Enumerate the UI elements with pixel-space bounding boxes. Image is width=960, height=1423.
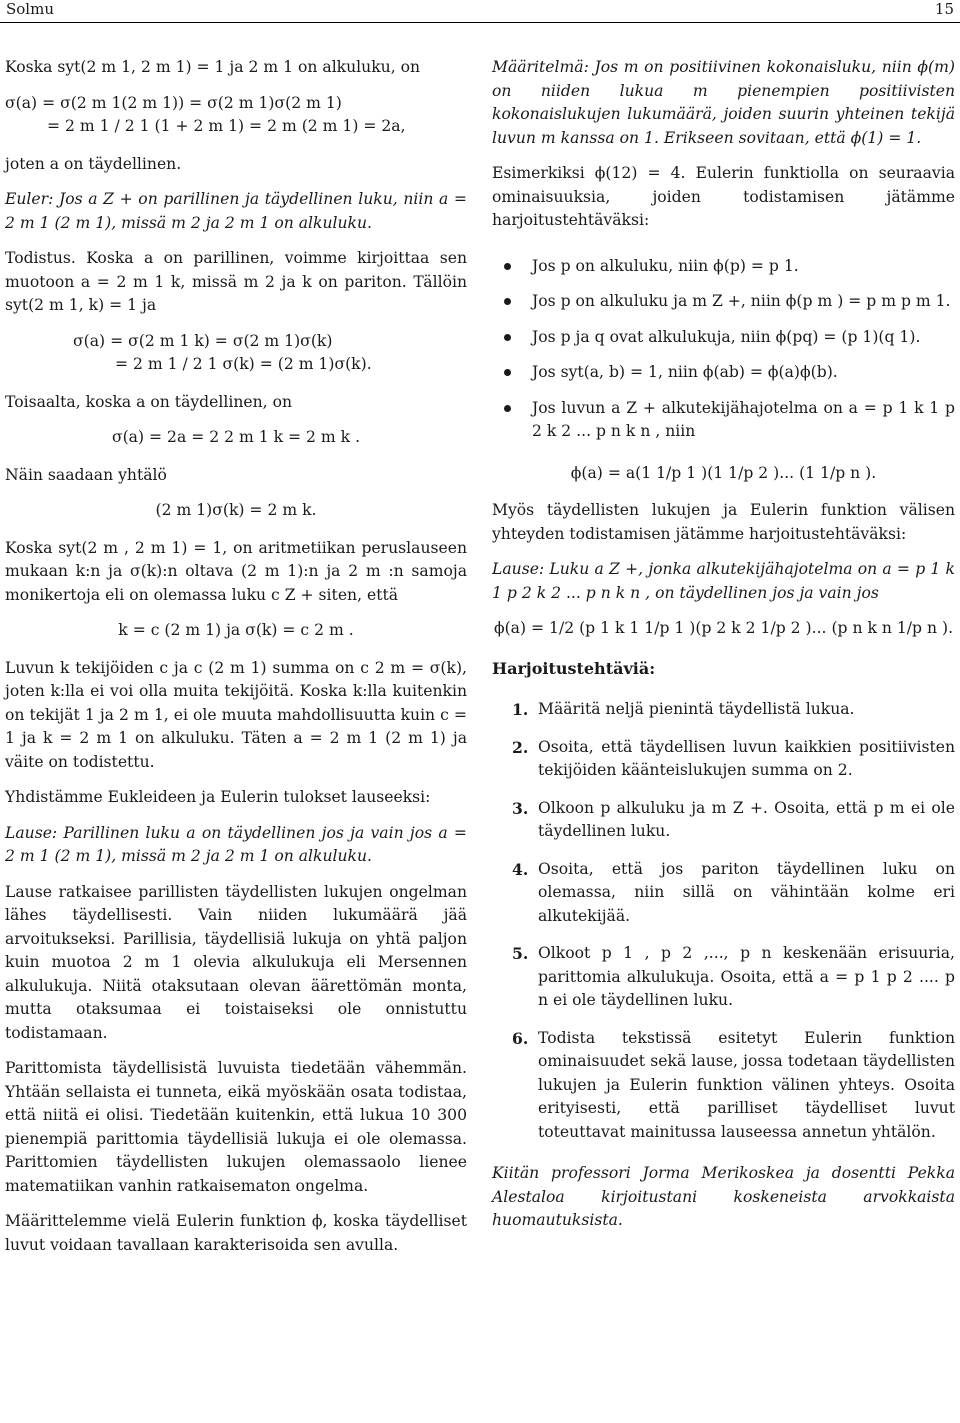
paragraph-equation: Näin saadaan yhtälö (5, 465, 167, 484)
journal-name: Solmu (6, 0, 54, 18)
property-list (492, 255, 955, 444)
exercise-number: 6. (512, 1028, 529, 1048)
exercise-text: Määritä neljä pienintä täydellistä lukua. (538, 700, 855, 718)
property-text: Jos luvun a Z + alkutekijähajotelma on a = p 1 k 1 p 2 k 2 ... p n k n , niin (532, 398, 955, 440)
paragraph-divisors: Luvun k tekijöiden c ja c (2 m 1) summa on c 2 m = σ(k), joten k:lla ei voi olla muita tekijöitä. Koska k:lla kuitenkin on tekijät 1 ja 2 m 1, ei ole muuta mahdollisuutta kuin c = 1 ja k = 2 m 1 on alkuluku. Täten a = 2 m 1 (2 m 1) ja väite on todistettu. (5, 658, 467, 771)
equation-phi-perfect: ϕ(a) = 1/2 (p 1 k 1 1/p 1 )(p 2 k 2 1/p 2 )... (p n k n 1/p n ). (493, 619, 954, 637)
equation-line: = 2 m 1 / 2 1 σ(k) = (2 m 1)σ(k). (115, 355, 372, 373)
list-item (492, 361, 955, 385)
list-item (492, 290, 955, 314)
equation-phi-product: ϕ(a) = a(1 1/p 1 )(1 1/p 2 )... (1 1/p n ). (570, 463, 877, 482)
left-column (5, 56, 467, 1269)
exercise-number: 4. (512, 859, 529, 879)
proof-intro: Todistus. Koska a on parillinen, voimme kirjoittaa sen muotoon a = 2 m 1 k, missä m 2 ja k on pariton. Tällöin syt(2 m 1, k) = 1 ja (5, 249, 467, 314)
exercise-text: Osoita, että jos pariton täydellinen luku on olemassa, niin sillä on vähintään kolme eri alkutekijää. (538, 859, 955, 925)
list-item (492, 397, 955, 444)
bullet-icon (504, 405, 511, 412)
exercise-text: Olkoon p alkuluku ja m Z +. Osoita, että p m ei ole täydellinen luku. (538, 798, 955, 840)
exercise-item (492, 858, 955, 929)
definition-phi: Määritelmä: Jos m on positiivinen kokonaisluku, niin ϕ(m) on niiden lukua m pienempien positiivisten kokonaislukujen lukumäärä, joiden suurin yhteinen tekijä luvun m kanssa on 1. Erikseen sovitaan, että ϕ(1) = 1. (492, 58, 955, 147)
paragraph-mersenne: Lause ratkaisee parillisten täydellisten lukujen ongelman lähes täydellisesti. Vain niiden lukumäärä jää arvoitukseksi. Parillisia, täydellisiä lukuja on yhtä paljon kuin muotoa 2 m 1 olevia alkulukuja eli Mersennen alkulukuja. Niitä otaksutaan olevan äärettömän monta, mutta otaksumaa ei toistaiseksi ole onnistuttu todistamaan. (5, 882, 467, 1042)
bullet-icon (504, 334, 511, 341)
equation-line: = 2 m 1 / 2 1 (1 + 2 m 1) = 2 m (2 m 1) = 2a, (47, 117, 406, 135)
exercise-item (492, 736, 955, 783)
exercise-item (492, 797, 955, 844)
property-text: Jos p on alkuluku ja m Z +, niin ϕ(p m ) = p m p m 1. (532, 292, 951, 310)
equation-key: (2 m 1)σ(k) = 2 m k. (155, 501, 317, 519)
property-text: Jos p on alkuluku, niin ϕ(p) = p 1. (532, 256, 799, 275)
page-header (0, 0, 960, 22)
paragraph-conclusion: joten a on täydellinen. (5, 154, 182, 173)
exercise-item (492, 1027, 955, 1145)
paragraph-example: Esimerkiksi ϕ(12) = 4. Eulerin funktiolla on seuraavia ominaisuuksia, joiden todistamisen jätämme harjoitustehtäväksi: (492, 164, 955, 229)
equation-line: σ(a) = σ(2 m 1 k) = σ(2 m 1)σ(k) (73, 331, 333, 350)
bullet-icon (504, 298, 511, 305)
bullet-icon (504, 263, 511, 270)
equation-sigma-k (5, 330, 467, 377)
paragraph-perfect: Toisaalta, koska a on täydellinen, on (5, 392, 293, 411)
property-text: Jos syt(a, b) = 1, niin ϕ(ab) = ϕ(a)ϕ(b). (532, 363, 838, 381)
exercise-text: Todista tekstissä esitetyt Eulerin funktion ominaisuudet sekä lause, jossa todetaan täydellisten lukujen ja Eulerin funktion välinen yhteys. Osoita erityisesti, että parilliset täydelliset luvut toteuttavat mainitussa lauseessa annetun yhtälön. (538, 1028, 955, 1141)
exercise-number: 5. (512, 944, 529, 963)
equation-line: σ(a) = σ(2 m 1(2 m 1)) = σ(2 m 1)σ(2 m 1) (5, 93, 342, 112)
header-rule (0, 22, 960, 23)
paragraph-euler-function: Määrittelemme vielä Eulerin funktion ϕ, koska täydelliset luvut voidaan tavallaan karakterisoida sen avulla. (5, 1212, 467, 1254)
exercises-heading: Harjoitustehtäviä: (492, 658, 656, 678)
acknowledgements: Kiitän professori Jorma Merikoskea ja dosentti Pekka Alestaloa kirjoitustani koskeneista arvokkaista huomautuksista. (492, 1164, 955, 1229)
exercise-number: 2. (512, 737, 529, 757)
page-number: 15 (934, 0, 954, 18)
list-item (492, 326, 955, 350)
paragraph-link: Myös täydellisten lukujen ja Eulerin funktion välisen yhteyden todistamisen jätämme harjoitustehtäväksi: (492, 501, 955, 543)
exercise-number: 3. (512, 798, 529, 818)
equation-2a: σ(a) = 2a = 2 2 m 1 k = 2 m k . (111, 428, 361, 446)
paragraph-fundamental: Koska syt(2 m , 2 m 1) = 1, on aritmetiikan peruslauseen mukaan k:n ja σ(k):n oltava (2 m 1):n ja 2 m :n samoja monikertoja eli on olemassa luku c Z + siten, että (5, 538, 467, 604)
euler-theorem: Euler: Jos a Z + on parillinen ja täydellinen luku, niin a = 2 m 1 (2 m 1), missä m 2 ja 2 m 1 on alkuluku. (5, 190, 467, 232)
right-column (492, 56, 955, 1245)
exercise-number: 1. (512, 700, 529, 719)
equation-k: k = c (2 m 1) ja σ(k) = c 2 m . (118, 621, 354, 639)
paragraph-odd-perfect: Parittomista täydellisistä luvuista tiedetään vähemmän. Yhtään sellaista ei tunneta, eikä myöskään osata todistaa, että niitä ei olisi. Tiedetään kuitenkin, että lukua 10 300 pienempiä parittomia täydellisiä lukuja ei ole olemassa. Parittomien täydellisten lukujen olemassaolo lienee matematiikan vanhin ratkaisematon ongelma. (5, 1059, 467, 1195)
theorem-even-perfect: Lause: Parillinen luku a on täydellinen jos ja vain jos a = 2 m 1 (2 m 1), missä m 2 ja 2 m 1 on alkuluku. (5, 823, 467, 865)
theorem-phi-perfect: Lause: Luku a Z +, jonka alkutekijähajotelma on a = p 1 k 1 p 2 k 2 ... p n k n , on täydellinen jos ja vain jos (492, 560, 955, 602)
paragraph-combine: Yhdistämme Eukleideen ja Eulerin tulokset lauseeksi: (5, 788, 431, 806)
list-item (492, 255, 955, 279)
exercise-item (492, 698, 955, 722)
property-text: Jos p ja q ovat alkulukuja, niin ϕ(pq) = (p 1)(q 1). (532, 327, 921, 346)
exercise-list (492, 698, 955, 1144)
equation-sigma-a (5, 92, 467, 139)
paragraph-gcd: Koska syt(2 m 1, 2 m 1) = 1 ja 2 m 1 on alkuluku, on (5, 58, 421, 76)
bullet-icon (504, 369, 511, 376)
exercise-text: Olkoot p 1 , p 2 ,..., p n keskenään erisuuria, parittomia alkulukuja. Osoita, että a = p 1 p 2 .... p n ei ole täydellinen luku. (538, 944, 955, 1009)
exercise-text: Osoita, että täydellisen luvun kaikkien positiivisten tekijöiden käänteislukujen summa on 2. (538, 737, 955, 779)
exercise-item (492, 942, 955, 1013)
